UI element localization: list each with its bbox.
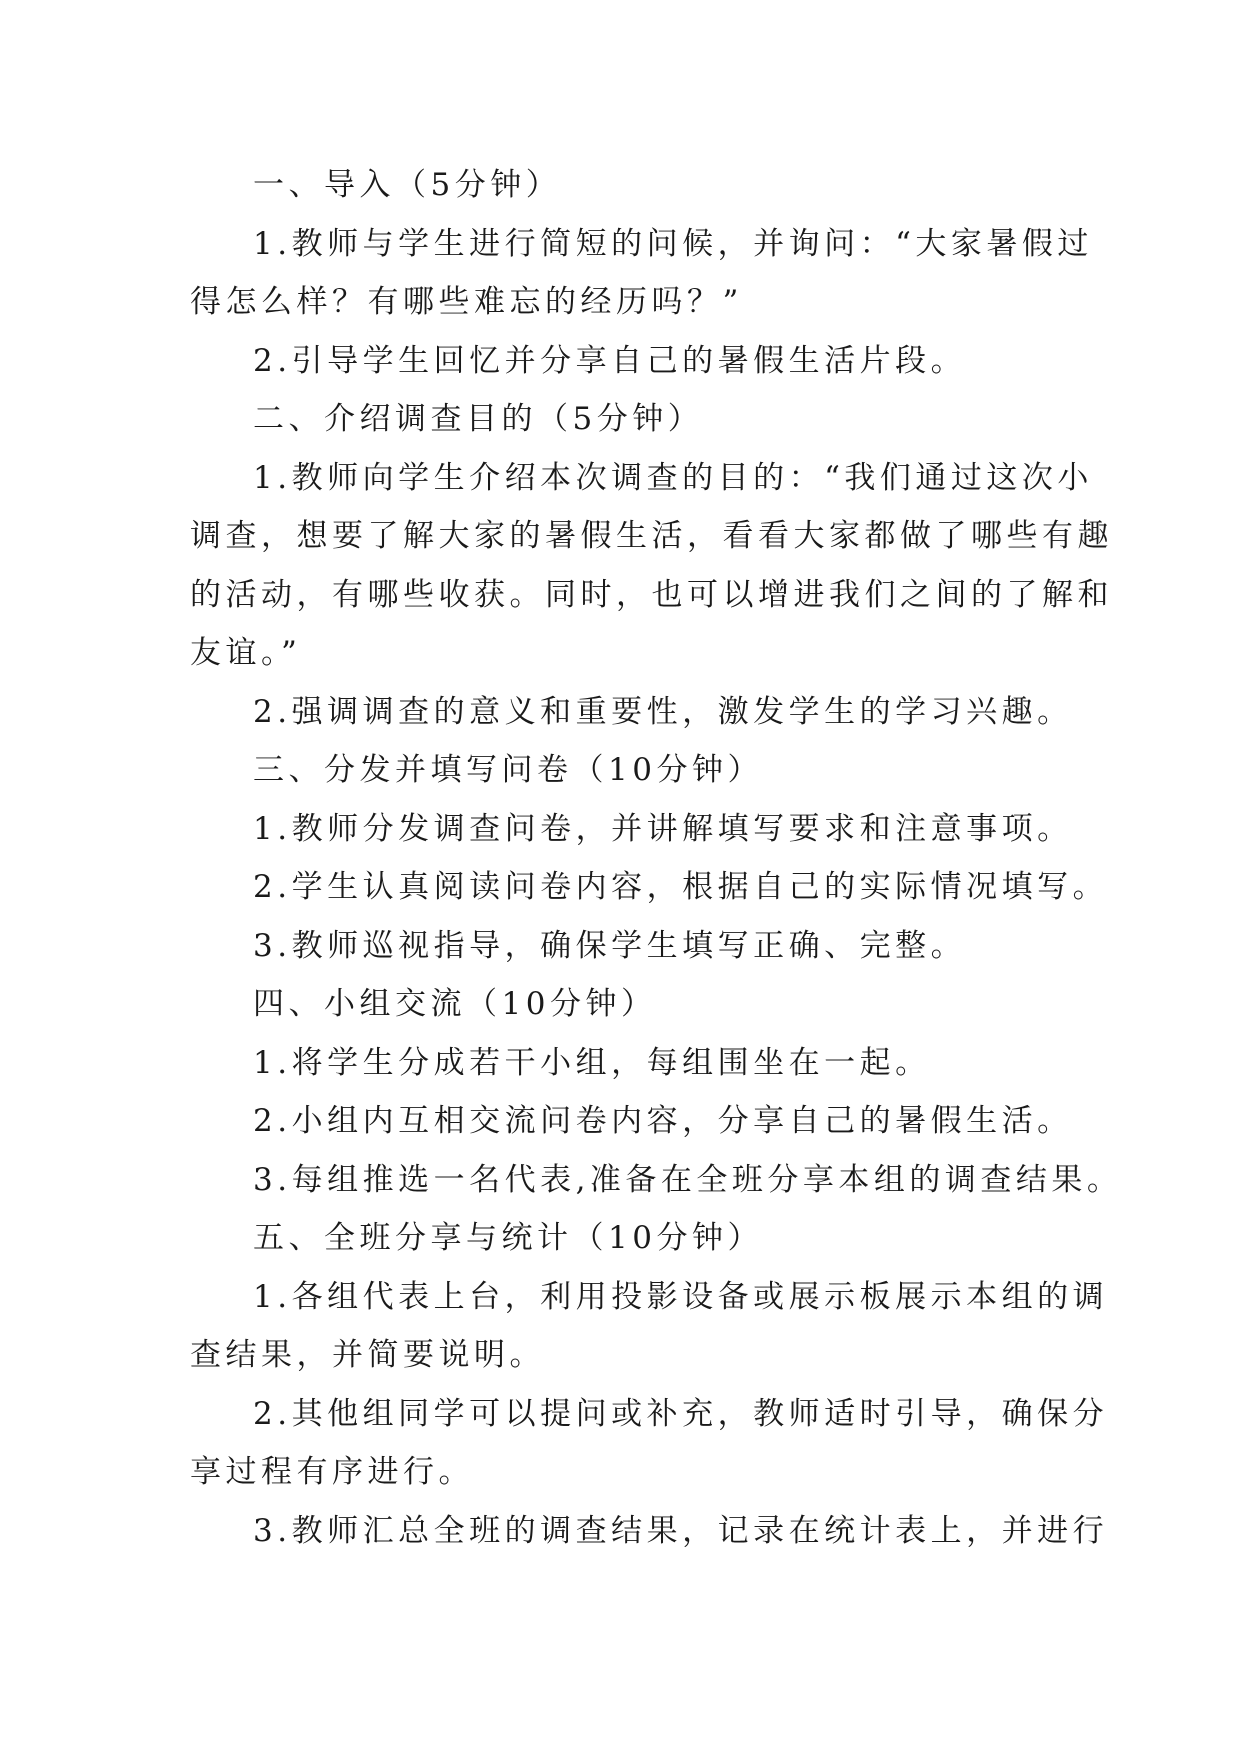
paragraph-line: 2.小组内互相交流问卷内容，分享自己的暑假生活。 [253, 1103, 1073, 1139]
paragraph-line: 1.将学生分成若干小组，每组围坐在一起。 [253, 1044, 931, 1081]
section-heading-questionnaire: 三、分发并填写问卷（10分钟） [253, 752, 763, 788]
paragraph-line: 3.教师巡视指导，确保学生填写正确、完整。 [253, 927, 967, 964]
paragraph-line: 调查，想要了解大家的暑假生活，看看大家都做了哪些有趣 [190, 518, 1113, 554]
paragraph-line: 3.每组推选一名代表,准备在全班分享本组的调查结果。 [253, 1161, 1123, 1198]
paragraph-line: 2.引导学生回忆并分享自己的暑假生活片段。 [253, 342, 967, 379]
section-heading-class-sharing: 五、全班分享与统计（10分钟） [253, 1220, 763, 1256]
section-heading-group-exchange: 四、小组交流（10分钟） [253, 986, 657, 1022]
paragraph-line: 查结果，并简要说明。 [190, 1337, 545, 1373]
section-heading-intro: 一、导入（5分钟） [253, 167, 562, 203]
paragraph-line: 2.强调调查的意义和重要性，激发学生的学习兴趣。 [253, 693, 1073, 730]
paragraph-line: 1.各组代表上台，利用投影设备或展示板展示本组的调 [253, 1278, 1109, 1315]
paragraph-line: 2.其他组同学可以提问或补充，教师适时引导，确保分 [253, 1395, 1109, 1432]
paragraph-line: 享过程有序进行。 [190, 1454, 474, 1490]
paragraph-line: 1.教师与学生进行简短的问候，并询问：“大家暑假过 [253, 225, 1093, 262]
paragraph-line: 1.教师分发调查问卷，并讲解填写要求和注意事项。 [253, 810, 1073, 847]
paragraph-line: 2.学生认真阅读问卷内容，根据自己的实际情况填写。 [253, 869, 1109, 905]
document-body [190, 156, 1123, 1560]
paragraph-line: 1.教师向学生介绍本次调查的目的：“我们通过这次小 [253, 459, 1093, 496]
section-heading-purpose: 二、介绍调查目的（5分钟） [253, 401, 704, 437]
paragraph-line: 得怎么样？有哪些难忘的经历吗？” [190, 284, 743, 320]
paragraph-line: 友谊。” [190, 635, 302, 671]
paragraph-line: 3.教师汇总全班的调查结果，记录在统计表上，并进行 [253, 1512, 1109, 1549]
paragraph-line: 的活动，有哪些收获。同时，也可以增进我们之间的了解和 [190, 576, 1113, 613]
